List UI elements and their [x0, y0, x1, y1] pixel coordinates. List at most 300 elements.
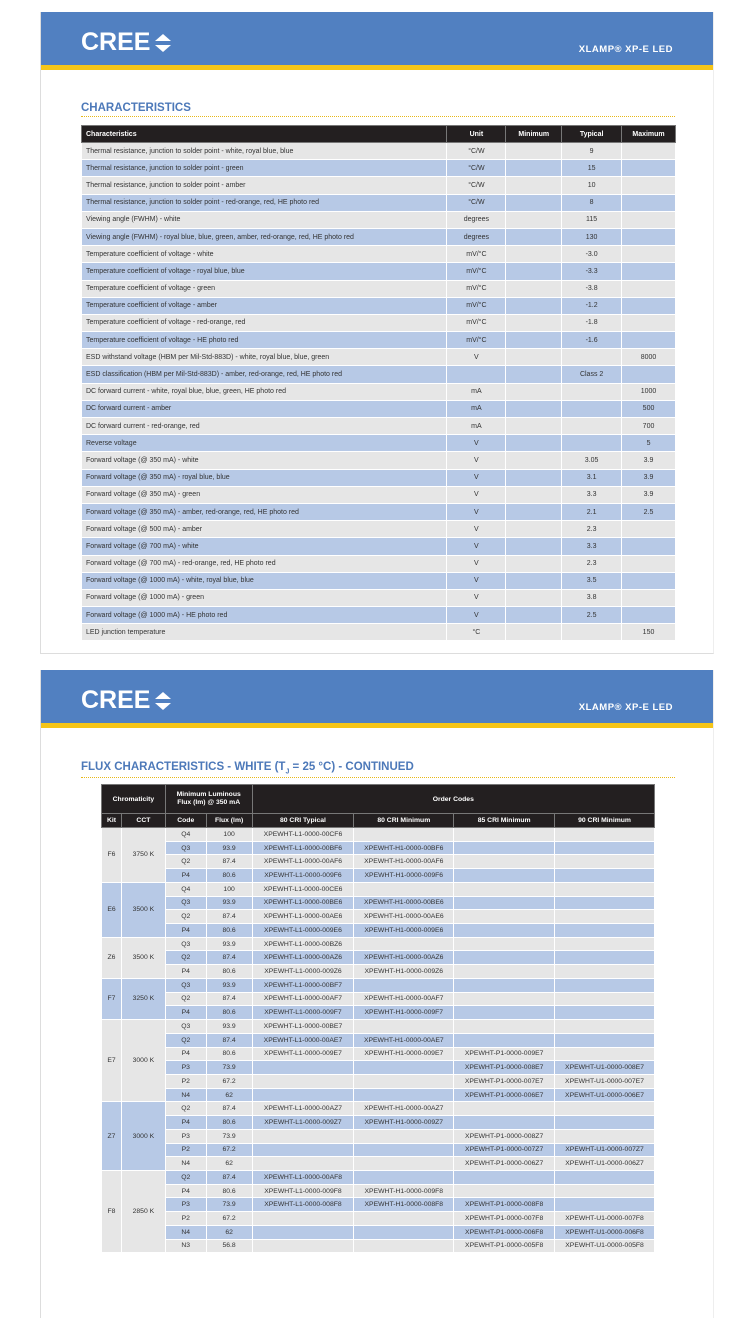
table-cell: DC forward current - amber: [82, 400, 447, 417]
table-cell: 700: [622, 418, 676, 435]
column-header: Minimum: [506, 126, 562, 143]
table-cell: mV/°C: [447, 297, 506, 314]
table-row: [82, 469, 676, 486]
table-cell: Forward voltage (@ 700 mA) - white: [82, 538, 447, 555]
table-cell: 87.4: [206, 910, 252, 924]
table-cell: 3.1: [562, 469, 622, 486]
table-cell: Temperature coefficient of voltage - HE photo red: [82, 332, 447, 349]
group-kit: E7: [102, 1020, 122, 1102]
table-cell: [562, 418, 622, 435]
table-cell: [506, 314, 562, 331]
table-row: [102, 1020, 655, 1034]
group-header-chromaticity: Chromaticity: [102, 785, 166, 814]
table-cell: Q2: [165, 1170, 206, 1184]
table-cell: XPEWHT-H1-0000-00AF6: [354, 855, 454, 869]
table-row: [102, 1129, 655, 1143]
table-row: [82, 572, 676, 589]
table-row: [82, 177, 676, 194]
table-cell: [506, 280, 562, 297]
table-row: [102, 937, 655, 951]
table-cell: [555, 855, 655, 869]
table-cell: Q2: [165, 992, 206, 1006]
cree-logo: [81, 686, 172, 715]
table-cell: [454, 1102, 555, 1116]
table-cell: XPEWHT-U1-0000-006Z7: [555, 1157, 655, 1171]
table-row: [82, 435, 676, 452]
table-cell: [454, 910, 555, 924]
table-row: [102, 1170, 655, 1184]
table-row: [102, 965, 655, 979]
table-cell: [555, 978, 655, 992]
table-cell: XPEWHT-P1-0000-008Z7: [454, 1129, 555, 1143]
table-row: [102, 1033, 655, 1047]
table-row: [102, 1061, 655, 1075]
table-cell: P3: [165, 1198, 206, 1212]
table-cell: [555, 882, 655, 896]
table-row: [82, 366, 676, 383]
group-cct: 3000 K: [121, 1102, 165, 1171]
table-row: [82, 143, 676, 160]
table-row: [82, 383, 676, 400]
table-cell: mA: [447, 400, 506, 417]
table-cell: Q3: [165, 978, 206, 992]
table-cell: [506, 469, 562, 486]
table-cell: °C/W: [447, 177, 506, 194]
column-header: Maximum: [622, 126, 676, 143]
table-cell: Class 2: [562, 366, 622, 383]
table-cell: Thermal resistance, junction to solder point - amber: [82, 177, 447, 194]
table-cell: [454, 924, 555, 938]
table-cell: Thermal resistance, junction to solder point - green: [82, 160, 447, 177]
table-cell: [622, 589, 676, 606]
column-header: Code: [165, 814, 206, 828]
table-cell: P4: [165, 869, 206, 883]
table-cell: 80.6: [206, 1006, 252, 1020]
table-row: [102, 1006, 655, 1020]
table-cell: [555, 869, 655, 883]
table-cell: 80.6: [206, 869, 252, 883]
table-cell: Temperature coefficient of voltage - white: [82, 246, 447, 263]
table-cell: [454, 896, 555, 910]
table-cell: XPEWHT-L1-0000-00CF6: [252, 828, 354, 842]
table-cell: XPEWHT-H1-0000-00AZ7: [354, 1102, 454, 1116]
table-row: [102, 855, 655, 869]
page-header: [41, 670, 713, 728]
table-row: [82, 263, 676, 280]
table-cell: mV/°C: [447, 314, 506, 331]
table-cell: XPEWHT-U1-0000-007Z7: [555, 1143, 655, 1157]
table-row: [102, 1143, 655, 1157]
table-cell: V: [447, 486, 506, 503]
table-cell: 8000: [622, 349, 676, 366]
table-cell: Q3: [165, 841, 206, 855]
table-cell: V: [447, 469, 506, 486]
page-header: [41, 12, 713, 70]
table-cell: DC forward current - white, royal blue, blue, green, HE photo red: [82, 383, 447, 400]
table-cell: 87.4: [206, 1033, 252, 1047]
table-cell: P4: [165, 1116, 206, 1130]
table-cell: [506, 194, 562, 211]
table-cell: [622, 538, 676, 555]
table-cell: Temperature coefficient of voltage - green: [82, 280, 447, 297]
table-cell: 2.5: [622, 503, 676, 520]
table-cell: [555, 951, 655, 965]
table-cell: 80.6: [206, 1047, 252, 1061]
table-cell: mV/°C: [447, 246, 506, 263]
table-cell: degrees: [447, 228, 506, 245]
table-row: [102, 869, 655, 883]
table-cell: Forward voltage (@ 1000 mA) - HE photo red: [82, 607, 447, 624]
table-cell: mV/°C: [447, 332, 506, 349]
table-cell: Temperature coefficient of voltage - red-orange, red: [82, 314, 447, 331]
table-row: [102, 1239, 655, 1253]
table-row: [82, 246, 676, 263]
table-cell: P4: [165, 1047, 206, 1061]
table-cell: [622, 160, 676, 177]
table-cell: XPEWHT-L1-0000-009F6: [252, 869, 354, 883]
table-cell: Q2: [165, 910, 206, 924]
table-cell: [622, 297, 676, 314]
table-cell: 2.5: [562, 607, 622, 624]
table-cell: P3: [165, 1129, 206, 1143]
table-cell: XPEWHT-H1-0000-00AE6: [354, 910, 454, 924]
table-row: [102, 1157, 655, 1171]
table-cell: 3.9: [622, 469, 676, 486]
table-cell: Forward voltage (@ 1000 mA) - white, royal blue, blue: [82, 572, 447, 589]
table-cell: XPEWHT-P1-0000-008F8: [454, 1198, 555, 1212]
table-row: [102, 1088, 655, 1102]
table-cell: [622, 366, 676, 383]
table-cell: 93.9: [206, 978, 252, 992]
table-cell: 15: [562, 160, 622, 177]
table-cell: 100: [206, 882, 252, 896]
table-cell: V: [447, 555, 506, 572]
table-cell: [506, 624, 562, 641]
table-row: [102, 978, 655, 992]
table-cell: [506, 246, 562, 263]
table-row: [102, 1184, 655, 1198]
table-cell: [622, 143, 676, 160]
table-cell: [555, 1020, 655, 1034]
table-cell: XPEWHT-P1-0000-006Z7: [454, 1157, 555, 1171]
table-cell: [506, 418, 562, 435]
flux-table: [101, 784, 655, 1253]
column-header: Unit: [447, 126, 506, 143]
table-cell: N4: [165, 1157, 206, 1171]
table-cell: [506, 589, 562, 606]
table-row: [102, 1074, 655, 1088]
table-row: [82, 194, 676, 211]
table-cell: XPEWHT-L1-0000-00BZ6: [252, 937, 354, 951]
table-cell: [454, 869, 555, 883]
table-cell: [506, 555, 562, 572]
table-row: [102, 1116, 655, 1130]
table-cell: [622, 211, 676, 228]
datasheet-page-2: [40, 670, 714, 1318]
table-cell: V: [447, 589, 506, 606]
table-cell: 62: [206, 1225, 252, 1239]
table-cell: [555, 1047, 655, 1061]
table-cell: 115: [562, 211, 622, 228]
table-cell: Viewing angle (FWHM) - white: [82, 211, 447, 228]
table-cell: 3.3: [562, 486, 622, 503]
table-cell: [555, 1198, 655, 1212]
table-cell: [506, 211, 562, 228]
section-title: [81, 761, 675, 778]
table-cell: [252, 1239, 354, 1253]
table-cell: XPEWHT-L1-0000-009Z7: [252, 1116, 354, 1130]
table-cell: 73.9: [206, 1129, 252, 1143]
table-cell: 3.8: [562, 589, 622, 606]
table-row: [82, 503, 676, 520]
table-cell: 80.6: [206, 1116, 252, 1130]
title-part: = 25 °C) - CONTINUED: [289, 761, 414, 773]
table-cell: N4: [165, 1225, 206, 1239]
table-cell: XPEWHT-P1-0000-005F8: [454, 1239, 555, 1253]
table-cell: XPEWHT-L1-0000-00BE6: [252, 896, 354, 910]
table-row: [82, 400, 676, 417]
table-cell: XPEWHT-L1-0000-00CE6: [252, 882, 354, 896]
table-cell: N4: [165, 1088, 206, 1102]
table-cell: XPEWHT-H1-0000-009F7: [354, 1006, 454, 1020]
table-cell: [622, 607, 676, 624]
table-cell: [506, 538, 562, 555]
table-row: [82, 538, 676, 555]
table-row: [102, 1047, 655, 1061]
table-cell: DC forward current - red-orange, red: [82, 418, 447, 435]
table-cell: XPEWHT-L1-0000-009Z6: [252, 965, 354, 979]
table-cell: [454, 1184, 555, 1198]
group-kit: F8: [102, 1170, 122, 1252]
table-cell: Q2: [165, 951, 206, 965]
table-cell: XPEWHT-L1-0000-00AF7: [252, 992, 354, 1006]
table-cell: [622, 521, 676, 538]
table-cell: [354, 978, 454, 992]
table-cell: [622, 332, 676, 349]
table-cell: P2: [165, 1143, 206, 1157]
logo-text: CREE: [81, 28, 151, 56]
section-title: CHARACTERISTICS: [81, 102, 675, 117]
table-cell: XPEWHT-H1-0000-00BF6: [354, 841, 454, 855]
table-cell: [454, 937, 555, 951]
table-cell: V: [447, 452, 506, 469]
table-cell: 62: [206, 1157, 252, 1171]
table-cell: [555, 910, 655, 924]
table-cell: 73.9: [206, 1061, 252, 1075]
table-cell: -3.8: [562, 280, 622, 297]
table-row: [102, 924, 655, 938]
table-cell: Forward voltage (@ 350 mA) - royal blue, blue: [82, 469, 447, 486]
table-cell: Forward voltage (@ 700 mA) - red-orange, red, HE photo red: [82, 555, 447, 572]
table-cell: [454, 841, 555, 855]
table-cell: XPEWHT-P1-0000-008E7: [454, 1061, 555, 1075]
table-cell: [447, 366, 506, 383]
table-cell: XPEWHT-U1-0000-007F8: [555, 1212, 655, 1226]
table-cell: 5: [622, 435, 676, 452]
table-cell: XPEWHT-L1-0000-00AE6: [252, 910, 354, 924]
table-cell: 67.2: [206, 1074, 252, 1088]
table-cell: Q2: [165, 1033, 206, 1047]
table-row: [102, 1212, 655, 1226]
table-cell: XPEWHT-L1-0000-00AZ7: [252, 1102, 354, 1116]
table-cell: 93.9: [206, 937, 252, 951]
table-cell: [354, 828, 454, 842]
group-cct: 3500 K: [121, 882, 165, 937]
table-cell: XPEWHT-U1-0000-005F8: [555, 1239, 655, 1253]
table-cell: [555, 1006, 655, 1020]
table-cell: [622, 177, 676, 194]
title-part: FLUX CHARACTERISTICS - WHITE (T: [81, 761, 286, 773]
table-cell: Forward voltage (@ 1000 mA) - green: [82, 589, 447, 606]
table-cell: [454, 882, 555, 896]
table-cell: Thermal resistance, junction to solder point - white, royal blue, blue: [82, 143, 447, 160]
table-cell: 3.5: [562, 572, 622, 589]
table-cell: [506, 160, 562, 177]
table-cell: -1.2: [562, 297, 622, 314]
table-cell: [252, 1157, 354, 1171]
table-cell: [506, 572, 562, 589]
table-cell: [506, 486, 562, 503]
table-cell: [555, 1102, 655, 1116]
table-cell: [622, 228, 676, 245]
table-cell: P3: [165, 1061, 206, 1075]
table-row: [102, 1102, 655, 1116]
table-cell: XPEWHT-H1-0000-009E7: [354, 1047, 454, 1061]
table-cell: V: [447, 538, 506, 555]
table-cell: [622, 194, 676, 211]
table-cell: [354, 1020, 454, 1034]
table-cell: Q4: [165, 828, 206, 842]
table-cell: 3.3: [562, 538, 622, 555]
table-cell: 67.2: [206, 1143, 252, 1157]
table-cell: XPEWHT-H1-0000-009F6: [354, 869, 454, 883]
table-cell: Q4: [165, 882, 206, 896]
table-cell: XPEWHT-P1-0000-006E7: [454, 1088, 555, 1102]
table-cell: 87.4: [206, 992, 252, 1006]
table-cell: [622, 246, 676, 263]
table-cell: [555, 965, 655, 979]
column-header: 85 CRI Minimum: [454, 814, 555, 828]
table-cell: [252, 1074, 354, 1088]
table-cell: ESD withstand voltage (HBM per Mil-Std-883D) - white, royal blue, blue, green: [82, 349, 447, 366]
table-cell: [252, 1061, 354, 1075]
table-cell: Q2: [165, 855, 206, 869]
table-cell: -3.3: [562, 263, 622, 280]
table-cell: [555, 828, 655, 842]
table-row: [82, 589, 676, 606]
table-row: [102, 951, 655, 965]
table-cell: [555, 992, 655, 1006]
table-row: [102, 910, 655, 924]
table-cell: [506, 366, 562, 383]
table-cell: P2: [165, 1212, 206, 1226]
table-cell: XPEWHT-P1-0000-006F8: [454, 1225, 555, 1239]
table-cell: [506, 607, 562, 624]
table-cell: [506, 177, 562, 194]
table-cell: [562, 349, 622, 366]
table-cell: XPEWHT-H1-0000-009F8: [354, 1184, 454, 1198]
table-cell: Temperature coefficient of voltage - amber: [82, 297, 447, 314]
datasheet-page-1: [40, 12, 714, 654]
table-cell: -1.6: [562, 332, 622, 349]
table-cell: [506, 263, 562, 280]
table-cell: °C/W: [447, 194, 506, 211]
table-row: [102, 841, 655, 855]
group-cct: 3500 K: [121, 937, 165, 978]
table-cell: mV/°C: [447, 280, 506, 297]
table-cell: P4: [165, 1184, 206, 1198]
table-cell: Reverse voltage: [82, 435, 447, 452]
table-cell: [622, 314, 676, 331]
table-cell: [562, 624, 622, 641]
table-cell: [454, 951, 555, 965]
group-kit: Z6: [102, 937, 122, 978]
table-cell: [562, 435, 622, 452]
table-cell: [506, 383, 562, 400]
column-header: Flux (lm): [206, 814, 252, 828]
table-cell: degrees: [447, 211, 506, 228]
table-cell: 67.2: [206, 1212, 252, 1226]
table-cell: [354, 1225, 454, 1239]
table-cell: [354, 1129, 454, 1143]
table-cell: P2: [165, 1074, 206, 1088]
table-cell: [506, 228, 562, 245]
table-cell: [555, 1184, 655, 1198]
table-cell: XPEWHT-P1-0000-007F8: [454, 1212, 555, 1226]
table-cell: 93.9: [206, 896, 252, 910]
logo-text: CREE: [81, 686, 151, 714]
table-cell: [354, 1088, 454, 1102]
table-cell: [252, 1225, 354, 1239]
table-cell: [454, 1020, 555, 1034]
table-cell: XPEWHT-P1-0000-007Z7: [454, 1143, 555, 1157]
table-cell: 87.4: [206, 855, 252, 869]
table-cell: °C/W: [447, 143, 506, 160]
group-cct: 3250 K: [121, 978, 165, 1019]
table-cell: [252, 1212, 354, 1226]
table-cell: [252, 1088, 354, 1102]
table-cell: V: [447, 607, 506, 624]
table-cell: [506, 452, 562, 469]
product-name: XLAMP® XP-E LED: [578, 44, 673, 55]
title-subscript: J: [285, 768, 290, 776]
table-cell: [622, 280, 676, 297]
table-cell: [555, 1116, 655, 1130]
table-cell: [454, 855, 555, 869]
table-cell: P4: [165, 1006, 206, 1020]
table-cell: XPEWHT-H1-0000-00AE7: [354, 1033, 454, 1047]
group-kit: Z7: [102, 1102, 122, 1171]
table-cell: [354, 1061, 454, 1075]
table-cell: [454, 1170, 555, 1184]
table-cell: 100: [206, 828, 252, 842]
table-row: [82, 314, 676, 331]
table-cell: XPEWHT-L1-0000-009E6: [252, 924, 354, 938]
table-row: [82, 418, 676, 435]
cree-chevrons-icon: [154, 691, 172, 711]
table-cell: XPEWHT-L1-0000-00AE7: [252, 1033, 354, 1047]
table-cell: XPEWHT-L1-0000-00BF7: [252, 978, 354, 992]
table-cell: XPEWHT-H1-0000-009Z7: [354, 1116, 454, 1130]
table-cell: ESD classification (HBM per Mil-Std-883D) - amber, red-orange, red, HE photo red: [82, 366, 447, 383]
table-cell: V: [447, 503, 506, 520]
table-row: [82, 607, 676, 624]
table-cell: mV/°C: [447, 263, 506, 280]
table-cell: [354, 1157, 454, 1171]
table-cell: [252, 1143, 354, 1157]
table-cell: Q3: [165, 896, 206, 910]
table-cell: 73.9: [206, 1198, 252, 1212]
